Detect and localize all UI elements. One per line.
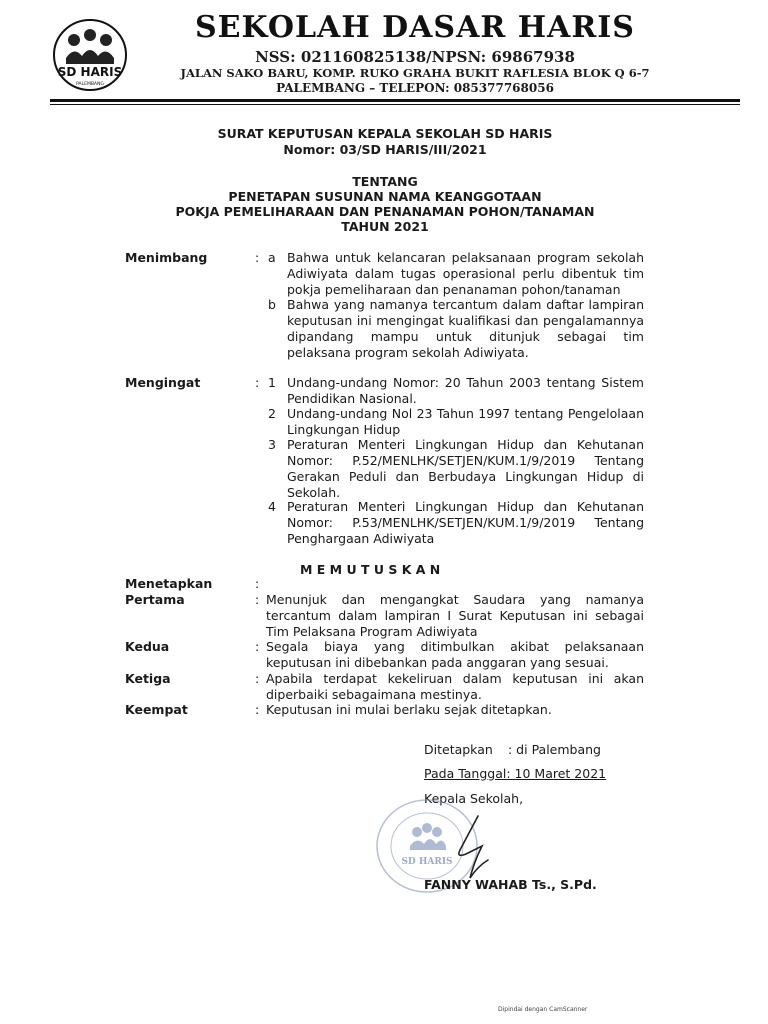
date-line: Pada Tanggal: 10 Maret 2021 bbox=[424, 766, 607, 781]
decree-title: SURAT KEPUTUSAN KEPALA SEKOLAH SD HARIS bbox=[217, 126, 553, 141]
ketiga-text: Apabila terdapat kekeliruan dalam keputusan ini akan diperbaiki sebagaimana mestinya. bbox=[266, 671, 644, 702]
menimbang-item-b: Bahwa yang namanya tercantum dalam daftar lampiran keputusan ini mengingat kualifikasi dan pengalamannya dipandang mampu untuk ditunjuk sebagai tim pelaksana program sekolah Adiwiyata. bbox=[287, 297, 644, 360]
mengingat-item-1: Undang-undang Nomor: 20 Tahun 2003 tentang Sistem Pendidikan Nasional. bbox=[287, 375, 644, 406]
kedua-label: Kedua bbox=[125, 639, 170, 654]
position-title: Kepala Sekolah, bbox=[424, 791, 524, 806]
menetapkan-label: Menetapkan bbox=[125, 576, 213, 591]
mengingat-marker-1: 1 bbox=[268, 375, 276, 390]
ketiga-label: Ketiga bbox=[125, 671, 171, 686]
menetapkan-colon: : bbox=[255, 576, 260, 591]
ketiga-colon: : bbox=[255, 671, 260, 686]
school-name: SEKOLAH DASAR HARIS bbox=[195, 10, 635, 45]
keempat-label: Keempat bbox=[125, 702, 188, 717]
mengingat-item-3: Peraturan Menteri Lingkungan Hidup dan Kehutanan Nomor: P.52/MENLHK/SETJEN/KUM.1/9/2019 Tentang Gerakan Peduli dan Berbudaya Lingkungan Hidup di Sekolah. bbox=[287, 437, 644, 500]
nss-npsn: NSS: 021160825138/NPSN: 69867938 bbox=[255, 48, 575, 66]
keempat-text: Keputusan ini mulai berlaku sejak ditetapkan. bbox=[266, 702, 552, 717]
mengingat-marker-2: 2 bbox=[268, 406, 276, 421]
place-label: Ditetapkan bbox=[424, 742, 493, 757]
signature-scribble bbox=[448, 812, 498, 884]
decree-number: Nomor: 03/SD HARIS/III/2021 bbox=[283, 142, 487, 157]
school-address: JALAN SAKO BARU, KOMP. RUKO GRAHA BUKIT RAFLESIA BLOK Q 6-7 bbox=[180, 66, 650, 80]
kedua-colon: : bbox=[255, 639, 260, 654]
menimbang-marker-a: a bbox=[268, 250, 276, 265]
menimbang-marker-b: b bbox=[268, 297, 276, 312]
pertama-label: Pertama bbox=[125, 592, 185, 607]
header-rule-thick bbox=[50, 99, 740, 102]
place-value: : di Palembang bbox=[508, 742, 601, 757]
header-rule-thin bbox=[50, 104, 740, 105]
mengingat-marker-4: 4 bbox=[268, 499, 276, 514]
city-phone: PALEMBANG – TELEPON: 085377768056 bbox=[276, 81, 554, 95]
stamp-text: SD HARIS bbox=[401, 857, 453, 867]
decide-heading: M E M U T U S K A N bbox=[300, 562, 441, 577]
subject-line-3: TAHUN 2021 bbox=[341, 219, 429, 234]
mengingat-item-2: Undang-undang Nol 23 Tahun 1997 tentang Pengelolaan Lingkungan Hidup bbox=[287, 406, 644, 437]
mengingat-label: Mengingat bbox=[125, 375, 201, 390]
kedua-text: Segala biaya yang ditimbulkan akibat pelaksanaan keputusan ini dibebankan pada anggaran yang sesuai. bbox=[266, 639, 644, 670]
mengingat-item-4: Peraturan Menteri Lingkungan Hidup dan Kehutanan Nomor: P.53/MENLHK/SETJEN/KUM.1/9/2019 Tentang Penghargaan Adiwiyata bbox=[287, 499, 644, 546]
mengingat-marker-3: 3 bbox=[268, 437, 276, 452]
menimbang-colon: : bbox=[255, 250, 260, 265]
mengingat-colon: : bbox=[255, 375, 260, 390]
logo-text: SD HARIS bbox=[57, 65, 123, 79]
menimbang-label: Menimbang bbox=[125, 250, 208, 265]
scanner-watermark: Dipindai dengan CamScanner bbox=[498, 1006, 588, 1013]
pertama-text: Menunjuk dan mengangkat Saudara yang namanya tercantum dalam lampiran I Surat Keputusan ini sebagai Tim Pelaksana Program Adiwiyata bbox=[266, 592, 644, 639]
about-heading: TENTANG bbox=[352, 174, 418, 189]
school-logo bbox=[52, 18, 128, 92]
pertama-colon: : bbox=[255, 592, 260, 607]
keempat-colon: : bbox=[255, 702, 260, 717]
menimbang-item-a: Bahwa untuk kelancaran pelaksanaan program sekolah Adiwiyata dalam tugas operasional perlu dibentuk tim pokja pemeliharaan dan penanaman pohon/tanaman bbox=[287, 250, 644, 297]
subject-line-1: PENETAPAN SUSUNAN NAMA KEANGGOTAAN bbox=[228, 189, 542, 204]
subject-line-2: POKJA PEMELIHARAAN DAN PENANAMAN POHON/TANAMAN bbox=[175, 204, 595, 219]
signatory-name: FANNY WAHAB Ts., S.Pd. bbox=[424, 877, 597, 892]
logo-subtext: PALEMBANG bbox=[76, 82, 104, 87]
